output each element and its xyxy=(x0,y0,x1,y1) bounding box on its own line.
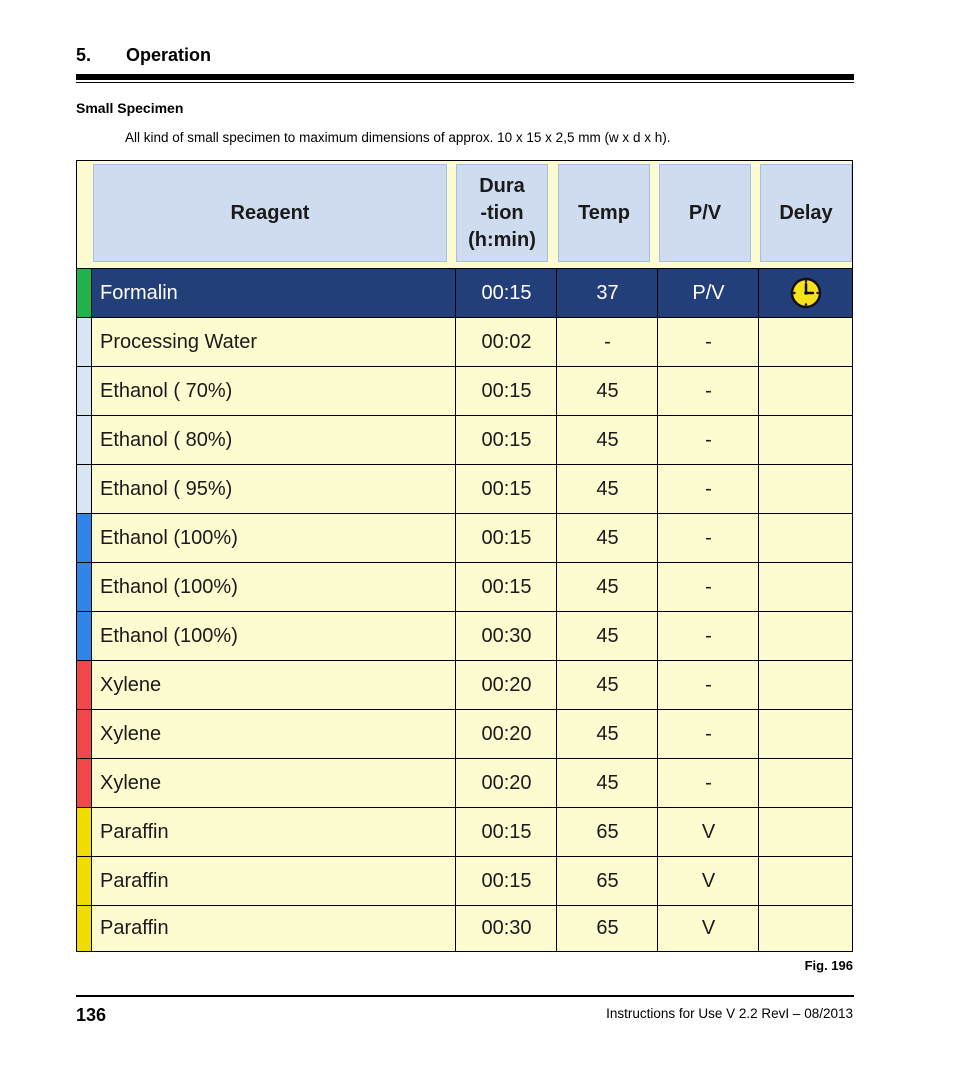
reagent-group-color-strip xyxy=(77,269,91,317)
pv-cell: - xyxy=(657,710,759,758)
reagent-cell: Paraffin xyxy=(91,808,456,856)
duration-cell: 00:20 xyxy=(455,759,557,807)
table-row[interactable] xyxy=(77,415,852,464)
reagent-group-color-strip xyxy=(77,661,91,709)
pv-cell: - xyxy=(657,465,759,513)
delay-cell xyxy=(758,367,852,415)
table-row[interactable] xyxy=(77,807,852,856)
duration-cell: 00:15 xyxy=(455,563,557,611)
table-row[interactable] xyxy=(77,660,852,709)
duration-cell: 00:15 xyxy=(455,465,557,513)
pv-cell: - xyxy=(657,514,759,562)
delay-cell xyxy=(758,857,852,905)
reagent-group-color-strip xyxy=(77,612,91,660)
table-row[interactable] xyxy=(77,856,852,905)
pv-cell: V xyxy=(657,808,759,856)
reagent-group-color-strip xyxy=(77,857,91,905)
delay-cell xyxy=(758,661,852,709)
temp-cell: 65 xyxy=(556,808,658,856)
pv-cell: - xyxy=(657,661,759,709)
reagent-group-color-strip xyxy=(77,906,91,951)
temp-cell: 45 xyxy=(556,367,658,415)
reagent-group-color-strip xyxy=(77,563,91,611)
column-header-temp: Temp xyxy=(558,164,650,262)
clock-icon xyxy=(790,277,822,309)
reagent-group-color-strip xyxy=(77,808,91,856)
delay-cell xyxy=(758,416,852,464)
reagent-cell: Formalin xyxy=(91,269,456,317)
table-row[interactable] xyxy=(77,905,852,951)
delay-cell xyxy=(758,759,852,807)
delay-cell xyxy=(758,808,852,856)
reagent-group-color-strip xyxy=(77,465,91,513)
footer-rule xyxy=(76,995,854,997)
reagent-cell: Ethanol (100%) xyxy=(91,563,456,611)
section-title: Operation xyxy=(126,45,212,65)
delay-cell xyxy=(758,269,852,317)
reagent-cell: Ethanol (100%) xyxy=(91,514,456,562)
reagent-cell: Ethanol ( 70%) xyxy=(91,367,456,415)
delay-cell xyxy=(758,465,852,513)
table-row[interactable] xyxy=(77,709,852,758)
temp-cell: 45 xyxy=(556,661,658,709)
program-table xyxy=(76,160,853,952)
table-row[interactable] xyxy=(77,464,852,513)
temp-cell: - xyxy=(556,318,658,366)
table-row[interactable] xyxy=(77,758,852,807)
reagent-cell: Processing Water xyxy=(91,318,456,366)
reagent-cell: Paraffin xyxy=(91,857,456,905)
delay-cell xyxy=(758,710,852,758)
pv-cell: - xyxy=(657,612,759,660)
delay-cell xyxy=(758,563,852,611)
reagent-cell: Xylene xyxy=(91,759,456,807)
reagent-cell: Xylene xyxy=(91,710,456,758)
reagent-group-color-strip xyxy=(77,367,91,415)
duration-cell: 00:15 xyxy=(455,269,557,317)
delay-cell xyxy=(758,318,852,366)
temp-cell: 45 xyxy=(556,710,658,758)
reagent-cell: Xylene xyxy=(91,661,456,709)
pv-cell: - xyxy=(657,367,759,415)
column-header-reagent: Reagent xyxy=(93,164,447,262)
duration-cell: 00:15 xyxy=(455,367,557,415)
reagent-group-color-strip xyxy=(77,514,91,562)
reagent-cell: Ethanol (100%) xyxy=(91,612,456,660)
table-row[interactable] xyxy=(77,317,852,366)
reagent-cell: Ethanol ( 95%) xyxy=(91,465,456,513)
reagent-cell: Paraffin xyxy=(91,906,456,951)
table-header-row xyxy=(77,161,852,268)
pv-cell: P/V xyxy=(657,269,759,317)
duration-cell: 00:20 xyxy=(455,710,557,758)
temp-cell: 45 xyxy=(556,514,658,562)
reagent-group-color-strip xyxy=(77,710,91,758)
description: All kind of small specimen to maximum dimensions of approx. 10 x 15 x 2,5 mm (w x d x h). xyxy=(125,130,671,145)
pv-cell: V xyxy=(657,857,759,905)
reagent-cell: Ethanol ( 80%) xyxy=(91,416,456,464)
temp-cell: 45 xyxy=(556,465,658,513)
temp-cell: 65 xyxy=(556,857,658,905)
figure-label: Fig. 196 xyxy=(804,958,853,973)
temp-cell: 45 xyxy=(556,563,658,611)
subheading: Small Specimen xyxy=(76,100,184,116)
header-rule-thin xyxy=(76,82,854,83)
pv-cell: V xyxy=(657,906,759,951)
table-row[interactable] xyxy=(77,611,852,660)
duration-cell: 00:15 xyxy=(455,416,557,464)
reagent-group-color-strip xyxy=(77,416,91,464)
delay-cell xyxy=(758,612,852,660)
duration-cell: 00:30 xyxy=(455,612,557,660)
duration-cell: 00:02 xyxy=(455,318,557,366)
duration-cell: 00:15 xyxy=(455,514,557,562)
column-header-delay: Delay xyxy=(760,164,852,262)
delay-cell xyxy=(758,906,852,951)
column-header-duration: Dura -tion (h:min) xyxy=(456,164,548,262)
pv-cell: - xyxy=(657,318,759,366)
table-row[interactable] xyxy=(77,268,852,317)
duration-cell: 00:30 xyxy=(455,906,557,951)
duration-cell: 00:15 xyxy=(455,808,557,856)
pv-cell: - xyxy=(657,759,759,807)
temp-cell: 45 xyxy=(556,416,658,464)
delay-cell xyxy=(758,514,852,562)
table-row[interactable] xyxy=(77,562,852,611)
temp-cell: 45 xyxy=(556,612,658,660)
pv-cell: - xyxy=(657,416,759,464)
section-number: 5. xyxy=(76,45,92,65)
temp-cell: 65 xyxy=(556,906,658,951)
duration-cell: 00:15 xyxy=(455,857,557,905)
header-rule-thick xyxy=(76,74,854,80)
temp-cell: 37 xyxy=(556,269,658,317)
table-row[interactable] xyxy=(77,366,852,415)
pv-cell: - xyxy=(657,563,759,611)
footer-text: Instructions for Use V 2.2 RevI – 08/2013 xyxy=(606,1006,853,1021)
reagent-group-color-strip xyxy=(77,759,91,807)
reagent-group-color-strip xyxy=(77,318,91,366)
temp-cell: 45 xyxy=(556,759,658,807)
table-row[interactable] xyxy=(77,513,852,562)
column-header-pv: P/V xyxy=(659,164,751,262)
page-number: 136 xyxy=(76,1005,107,1025)
section-header xyxy=(76,45,854,69)
duration-cell: 00:20 xyxy=(455,661,557,709)
